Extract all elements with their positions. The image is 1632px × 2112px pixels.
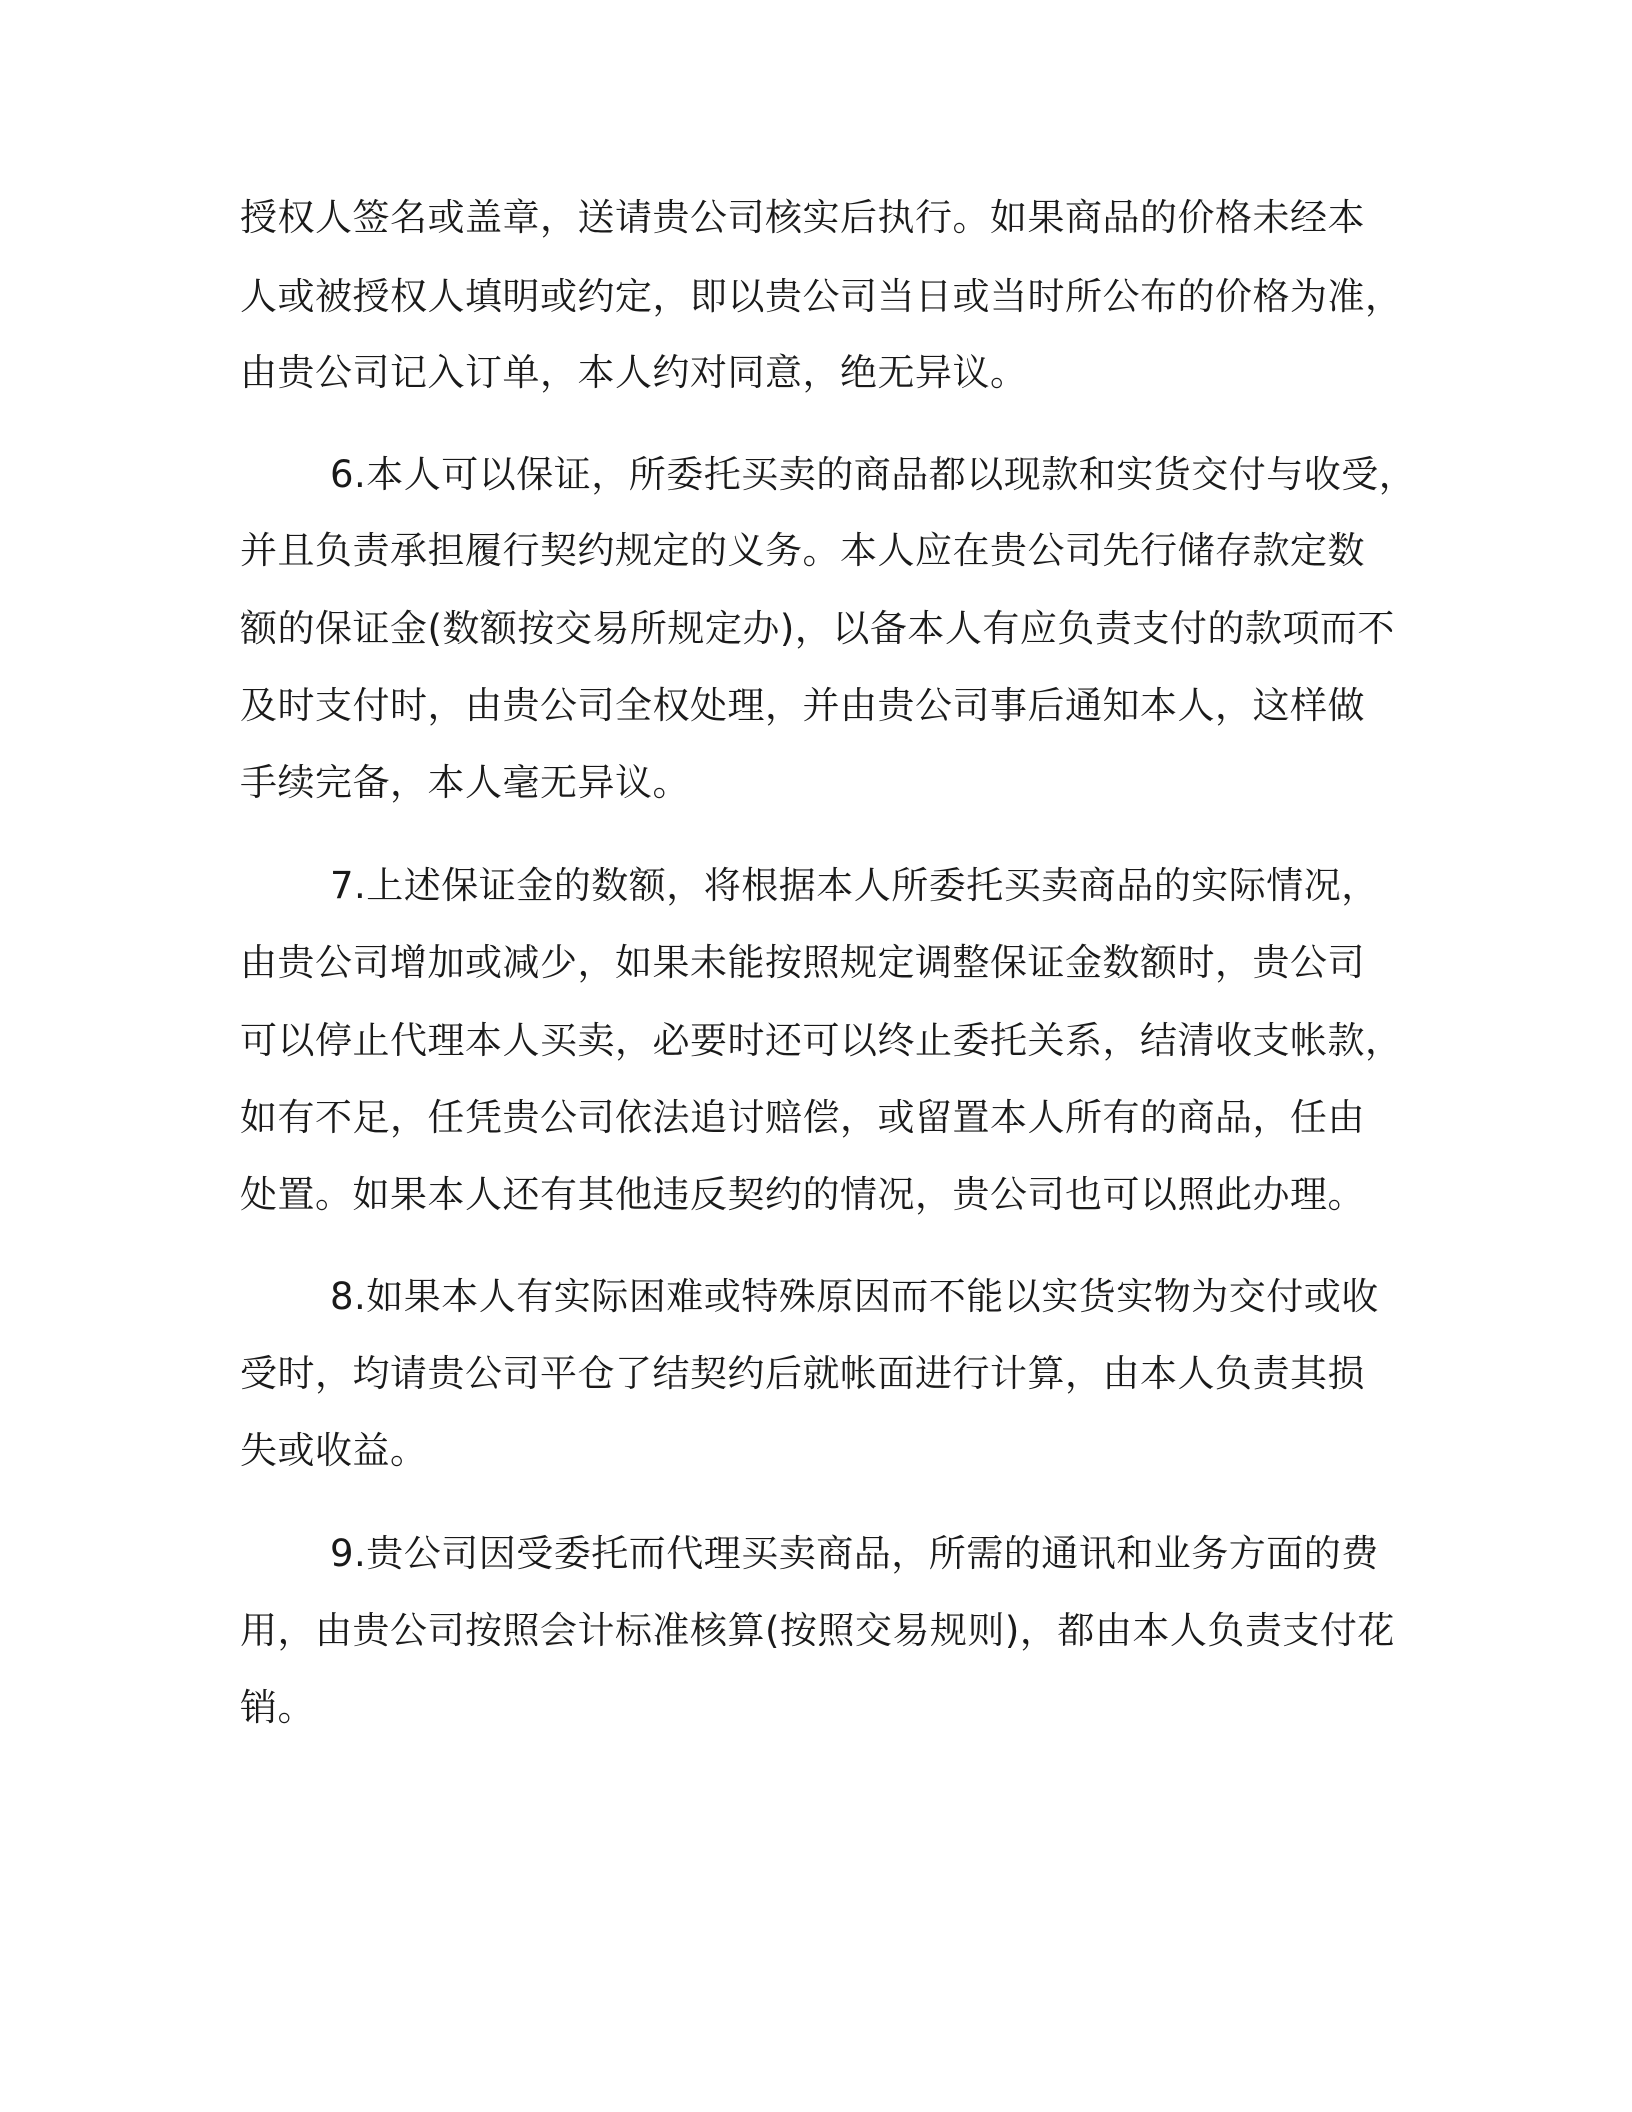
paragraph-line: 及时支付时，由贵公司全权处理，并由贵公司事后通知本人，这样做: [240, 684, 1365, 727]
paragraph-line: 手续完备，本人毫无异议。: [240, 761, 690, 804]
paragraph-line: 并且负责承担履行契约规定的义务。本人应在贵公司先行储存款定数: [240, 529, 1365, 572]
clause-9-first-line: 9.贵公司因受委托而代理买卖商品，所需的通讯和业务方面的费: [330, 1532, 1379, 1575]
paragraph-line: 用，由贵公司按照会计标准核算(按照交易规则)，都由本人负责支付花: [240, 1609, 1395, 1652]
paragraph-line: 销。: [240, 1686, 315, 1729]
clause-7-first-line: 7.上述保证金的数额，将根据本人所委托买卖商品的实际情况，: [330, 864, 1379, 907]
clause-8-first-line: 8.如果本人有实际困难或特殊原因而不能以实货实物为交付或收: [330, 1275, 1379, 1318]
paragraph-line: 失或收益。: [240, 1429, 428, 1472]
paragraph-line: 由贵公司增加或减少，如果未能按照规定调整保证金数额时，贵公司: [240, 941, 1365, 984]
paragraph-line: 额的保证金(数额按交易所规定办)，以备本人有应负责支付的款项而不: [240, 607, 1395, 650]
paragraph-line: 由贵公司记入订单，本人约对同意，绝无异议。: [240, 351, 1028, 394]
clause-6-first-line: 6.本人可以保证，所委托买卖的商品都以现款和实货交付与收受，: [330, 453, 1417, 496]
paragraph-line: 如有不足，任凭贵公司依法追讨赔偿，或留置本人所有的商品，任由: [240, 1096, 1365, 1139]
paragraph-line: 处置。如果本人还有其他违反契约的情况，贵公司也可以照此办理。: [240, 1173, 1365, 1216]
paragraph-line: 受时，均请贵公司平仓了结契约后就帐面进行计算，由本人负责其损: [240, 1352, 1365, 1395]
paragraph-line: 人或被授权人填明或约定，即以贵公司当日或当时所公布的价格为准，: [240, 275, 1403, 318]
paragraph-line: 授权人签名或盖章，送请贵公司核实后执行。如果商品的价格未经本: [240, 196, 1365, 239]
paragraph-line: 可以停止代理本人买卖，必要时还可以终止委托关系，结清收支帐款，: [240, 1019, 1403, 1062]
